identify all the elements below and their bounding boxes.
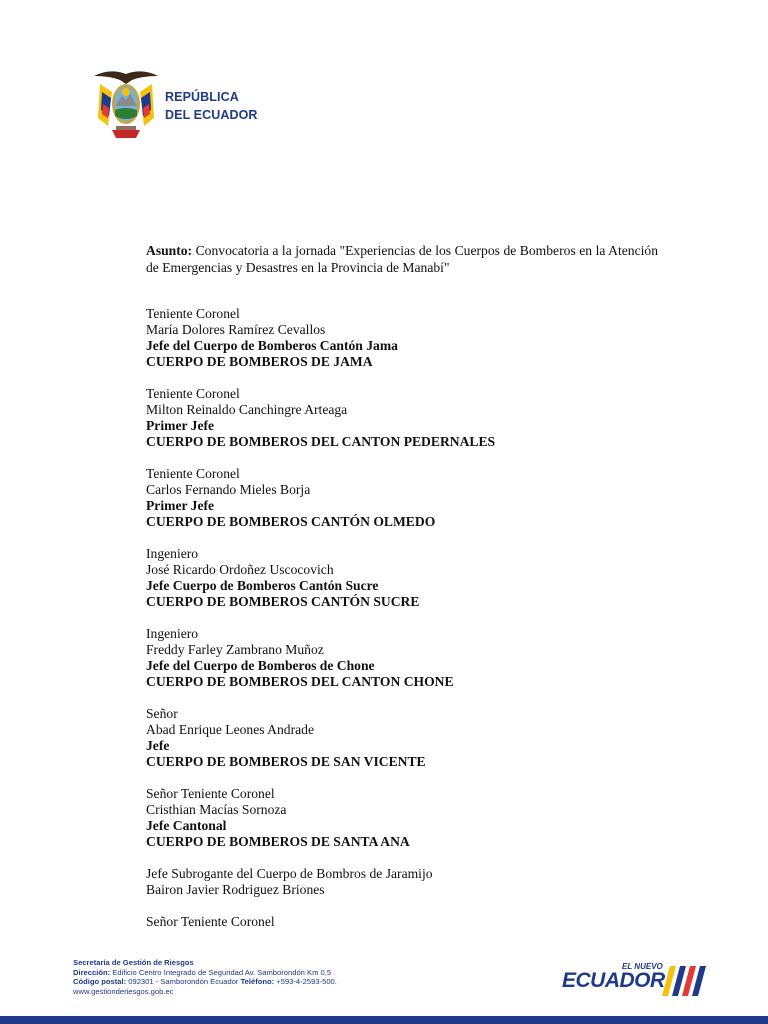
recipient-title: Jefe del Cuerpo de Bomberos de Chone [146,658,375,673]
recipient-title: Primer Jefe [146,418,215,433]
footer-phone: +593-4-2593-500. [274,977,337,987]
recipient-line: Abad Enrique Leones Andrade [146,722,314,737]
footer-contact [73,958,337,996]
country-name-line1: REPÚBLICA [165,90,239,104]
recipient-title: CUERPO DE BOMBEROS DE SANTA ANA [146,834,410,849]
recipient-block [146,786,666,850]
footer-bar [0,1016,768,1024]
tricolor-stripes-icon [662,966,706,996]
recipient-title: CUERPO DE BOMBEROS DE SAN VICENTE [146,754,426,769]
recipient-title: Jefe [146,738,170,753]
recipient-line: Teniente Coronel [146,386,240,401]
recipient-block [146,866,666,898]
recipient-line: Cristhian Macías Sornoza [146,802,287,817]
country-name-line2: DEL ECUADOR [165,108,258,122]
recipient-line: Señor Teniente Coronel [146,914,275,929]
recipient-title: Jefe Cuerpo de Bomberos Cantón Sucre [146,578,379,593]
recipient-title: Jefe del Cuerpo de Bomberos Cantón Jama [146,338,398,353]
recipient-title: Primer Jefe [146,498,215,513]
brand-big-text: ECUADOR [562,969,665,992]
footer-address-line [73,968,337,978]
coat-of-arms-icon [92,66,160,140]
recipient-block [146,626,666,690]
recipient-line: Freddy Farley Zambrano Muñoz [146,642,324,657]
recipient-line: Ingeniero [146,546,199,561]
recipient-line: Jefe Subrogante del Cuerpo de Bombros de Jaramijo [146,866,433,881]
recipient-block [146,706,666,770]
footer-website: www.gestionderiesgos.gob.ec [73,986,174,996]
recipient-line: Carlos Fernando Mieles Borja [146,482,311,497]
recipient-line: Teniente Coronel [146,466,240,481]
recipient-line: Señor Teniente Coronel [146,786,275,801]
recipient-line: María Dolores Ramírez Cevallos [146,322,326,337]
footer-address-label: Dirección: [73,967,111,977]
recipient-title: CUERPO DE BOMBEROS DE JAMA [146,354,373,369]
el-nuevo-ecuador-logo [560,962,710,998]
recipient-title: CUERPO DE BOMBEROS CANTÓN SUCRE [146,594,420,609]
recipient-title: CUERPO DE BOMBEROS DEL CANTON CHONE [146,674,454,689]
recipient-block [146,306,666,370]
recipient-line: Milton Reinaldo Canchingre Arteaga [146,402,348,417]
recipient-block [146,386,666,450]
footer-phone-label: Teléfono: [240,977,275,987]
recipient-title: CUERPO DE BOMBEROS CANTÓN OLMEDO [146,514,436,529]
subject-paragraph [146,242,658,276]
recipient-title: Jefe Cantonal [146,818,227,833]
recipient-block [146,546,666,610]
footer-postal: 092301 - Samborondón Ecuador [126,977,241,987]
country-name [165,88,258,124]
footer-postal-label: Código postal: [73,977,127,987]
footer-org: Secretaría de Gestión de Riesgos [73,958,194,967]
footer-address: Edificio Centro Integrado de Seguridad Av. Samborondón Km 0,5 [110,967,332,977]
subject-text: Convocatoria a la jornada "Experiencias de los Cuerpos de Bomberos en la Atención de Emergencias y Desastres en la Provincia de Manabí" [146,243,658,275]
subject-label: Asunto: [146,243,193,258]
recipient-block [146,466,666,530]
recipient-line: Ingeniero [146,626,199,641]
recipient-line: José Ricardo Ordoñez Uscocovich [146,562,334,577]
recipient-line: Bairon Javier Rodriguez Briones [146,882,325,897]
footer-postal-line [73,977,337,987]
recipient-line: Teniente Coronel [146,306,240,321]
recipient-title: CUERPO DE BOMBEROS DEL CANTON PEDERNALES [146,434,496,449]
recipient-block [146,914,666,930]
recipient-line: Señor [146,706,178,721]
brand-small-text: EL NUEVO [622,962,663,971]
recipients-list [146,306,666,946]
